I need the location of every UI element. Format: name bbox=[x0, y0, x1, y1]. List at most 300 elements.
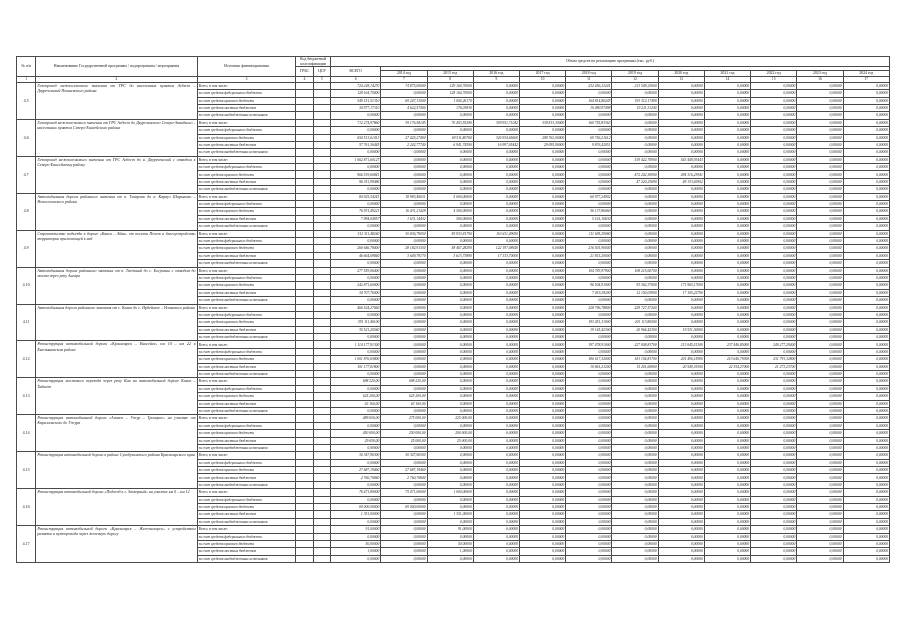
funding-source-label: за счет средств краевого бюджета bbox=[197, 171, 296, 178]
year-value-cell: 625 200,00 bbox=[381, 393, 427, 400]
year-value-cell: 0,00000 bbox=[381, 385, 427, 392]
year-value-cell: 0,00000 bbox=[658, 348, 704, 355]
year-value-cell: 4 622,57400 bbox=[381, 104, 427, 111]
year-value-cell: 0,00000 bbox=[473, 326, 519, 333]
year-value-cell: 0,00000 bbox=[612, 119, 658, 126]
header-year-6: 2020 год bbox=[658, 71, 704, 77]
year-value-cell: 0,00000 bbox=[751, 201, 797, 208]
funding-source-label: за счет средств федерального бюджета bbox=[197, 164, 296, 171]
year-value-cell: 0,00000 bbox=[520, 112, 566, 119]
total-value-cell: 0,00000 bbox=[330, 149, 381, 156]
year-value-cell: 0,00000 bbox=[381, 481, 427, 488]
funding-source-label: Всего, в том числе: bbox=[197, 489, 296, 496]
year-value-cell: 0,00000 bbox=[381, 156, 427, 163]
year-value-cell: 0,00000 bbox=[381, 459, 427, 466]
year-value-cell: 0,00000 bbox=[704, 407, 750, 414]
measure-number: 4.15 bbox=[17, 452, 36, 489]
year-value-cell: 193 312,17490 bbox=[612, 97, 658, 104]
year-value-cell: 0,00000 bbox=[612, 237, 658, 244]
measure-number: 4.9 bbox=[17, 230, 36, 267]
cst-cell bbox=[313, 252, 330, 259]
year-value-cell: 0,00000 bbox=[566, 164, 612, 171]
funding-source-label: за счет средств федерального бюджета bbox=[197, 533, 296, 540]
year-value-cell: 0,00000 bbox=[473, 371, 519, 378]
year-value-cell: 91,00000 bbox=[427, 526, 473, 533]
year-value-cell: 0,00000 bbox=[381, 319, 427, 326]
year-value-cell: 0,00000 bbox=[658, 541, 704, 548]
year-value-cell: 0,00000 bbox=[704, 378, 750, 385]
year-value-cell: 0,00000 bbox=[473, 127, 519, 134]
year-value-cell: 0,00000 bbox=[843, 444, 889, 451]
year-value-cell: 69 511,80700 bbox=[427, 134, 473, 141]
year-value-cell: 275 000,00 bbox=[381, 415, 427, 422]
year-value-cell: 0,00000 bbox=[797, 548, 843, 555]
year-value-cell: 0,00000 bbox=[520, 400, 566, 407]
grbs-cell bbox=[296, 260, 313, 267]
year-value-cell: 0,00000 bbox=[797, 504, 843, 511]
year-value-cell: 0,00000 bbox=[797, 533, 843, 540]
year-value-cell: 0,00000 bbox=[843, 385, 889, 392]
year-value-cell: 0,00000 bbox=[566, 311, 612, 318]
year-value-cell: 0,00000 bbox=[473, 341, 519, 348]
total-value-cell: 966 519,60841 bbox=[330, 171, 381, 178]
cst-cell bbox=[313, 178, 330, 185]
year-value-cell: 0,00000 bbox=[520, 274, 566, 281]
year-value-cell: 0,00000 bbox=[704, 304, 750, 311]
cst-cell bbox=[313, 164, 330, 171]
cst-cell bbox=[313, 230, 330, 237]
year-value-cell: 0,00000 bbox=[704, 141, 750, 148]
year-value-cell: 0,00000 bbox=[658, 237, 704, 244]
total-value-cell: 0,00000 bbox=[330, 297, 381, 304]
year-value-cell: 0,00000 bbox=[751, 467, 797, 474]
year-value-cell: 0,00000 bbox=[843, 363, 889, 370]
cst-cell bbox=[313, 481, 330, 488]
cst-cell bbox=[313, 334, 330, 341]
year-value-cell: 0,00000 bbox=[381, 289, 427, 296]
year-value-cell: 0,00000 bbox=[658, 371, 704, 378]
year-value-cell: 237 446,85000 bbox=[704, 341, 750, 348]
year-value-cell: 0,00000 bbox=[566, 156, 612, 163]
year-value-cell: 0,00000 bbox=[751, 400, 797, 407]
header-total: ВСЕГО bbox=[330, 67, 381, 77]
year-value-cell: 0,00000 bbox=[658, 334, 704, 341]
year-value-cell: 0,00000 bbox=[427, 171, 473, 178]
year-value-cell: 0,00000 bbox=[566, 90, 612, 97]
year-value-cell: 0,00000 bbox=[473, 489, 519, 496]
year-value-cell: 19 211,31240 bbox=[612, 104, 658, 111]
year-value-cell: 0,00000 bbox=[797, 467, 843, 474]
funding-source-label: за счет средств федерального бюджета bbox=[197, 422, 296, 429]
year-value-cell: 0,00000 bbox=[751, 82, 797, 89]
column-index-cell: 17 bbox=[843, 76, 889, 82]
year-value-cell: 500,00000 bbox=[427, 215, 473, 222]
measure-number: 4.5 bbox=[17, 82, 36, 119]
year-value-cell: 0,00000 bbox=[658, 393, 704, 400]
year-value-cell: 0,00000 bbox=[473, 415, 519, 422]
total-value-cell: 549 151,51310 bbox=[330, 97, 381, 104]
funding-source-label: за счет средств краевого бюджета bbox=[197, 430, 296, 437]
total-value-cell: 0,00000 bbox=[330, 459, 381, 466]
year-value-cell: 359 931,71042 bbox=[473, 119, 519, 126]
year-value-cell: 0,00000 bbox=[473, 201, 519, 208]
year-value-cell: 0,00000 bbox=[751, 208, 797, 215]
funding-source-label: за счет средств местных бюджетов bbox=[197, 289, 296, 296]
year-value-cell: 0,00000 bbox=[381, 518, 427, 525]
year-value-cell: 0,00000 bbox=[473, 467, 519, 474]
year-value-cell: 0,00000 bbox=[797, 311, 843, 318]
funding-source-label: за счет средств краевого бюджета bbox=[197, 245, 296, 252]
year-value-cell: 0,00000 bbox=[704, 134, 750, 141]
year-value-cell: 213 045,51300 bbox=[658, 341, 704, 348]
funding-source-label: за счет средств краевого бюджета bbox=[197, 467, 296, 474]
year-value-cell: 49 133,69502 bbox=[658, 178, 704, 185]
year-value-cell: 0,00000 bbox=[381, 260, 427, 267]
year-value-cell: 0,00000 bbox=[612, 518, 658, 525]
grbs-cell bbox=[296, 134, 313, 141]
year-value-cell: 0,00000 bbox=[566, 430, 612, 437]
year-value-cell: 0,00000 bbox=[843, 304, 889, 311]
year-value-cell: 0,00000 bbox=[381, 555, 427, 562]
year-value-cell: 0,00000 bbox=[520, 90, 566, 97]
year-value-cell: 0,00000 bbox=[427, 326, 473, 333]
year-value-cell: 29 095,90000 bbox=[520, 141, 566, 148]
year-value-cell: 0,00000 bbox=[797, 356, 843, 363]
year-value-cell: 0,00000 bbox=[381, 127, 427, 134]
year-value-cell: 0,00000 bbox=[520, 178, 566, 185]
year-value-cell: 0,00000 bbox=[797, 112, 843, 119]
year-value-cell: 0,00000 bbox=[473, 112, 519, 119]
grbs-cell bbox=[296, 474, 313, 481]
year-value-cell: 0,00000 bbox=[797, 156, 843, 163]
cst-cell bbox=[313, 504, 330, 511]
year-value-cell: 0,00000 bbox=[704, 385, 750, 392]
cst-cell bbox=[313, 533, 330, 540]
year-value-cell: 20 549,35300 bbox=[658, 363, 704, 370]
year-value-cell: 0,00000 bbox=[427, 274, 473, 281]
year-value-cell: 0,00000 bbox=[473, 348, 519, 355]
year-value-cell: 0,00000 bbox=[843, 186, 889, 193]
column-index-cell: 9 bbox=[473, 76, 519, 82]
year-value-cell: 19 531,36900 bbox=[658, 326, 704, 333]
year-value-cell: 0,00000 bbox=[566, 511, 612, 518]
year-value-cell: 0,00000 bbox=[520, 363, 566, 370]
year-value-cell: 0,00000 bbox=[520, 452, 566, 459]
year-value-cell: 0,00000 bbox=[520, 356, 566, 363]
year-value-cell: 0,00000 bbox=[797, 245, 843, 252]
year-value-cell: 0,00000 bbox=[520, 526, 566, 533]
year-value-cell: 0,00000 bbox=[612, 252, 658, 259]
year-value-cell: 0,00000 bbox=[381, 356, 427, 363]
funding-source-label: за счет средств внебюджетных источников bbox=[197, 481, 296, 488]
cst-cell bbox=[313, 474, 330, 481]
year-value-cell: 0,00000 bbox=[658, 112, 704, 119]
year-value-cell: 0,00000 bbox=[566, 489, 612, 496]
year-value-cell: 0,00000 bbox=[797, 319, 843, 326]
year-value-cell: 0,00000 bbox=[751, 119, 797, 126]
grbs-cell bbox=[296, 541, 313, 548]
year-value-cell: 0,00000 bbox=[704, 237, 750, 244]
year-value-cell: 0,00000 bbox=[843, 311, 889, 318]
year-value-cell: 0,00000 bbox=[843, 341, 889, 348]
grbs-cell bbox=[296, 511, 313, 518]
year-value-cell: 0,00000 bbox=[566, 467, 612, 474]
year-value-cell: 0,00000 bbox=[612, 533, 658, 540]
grbs-cell bbox=[296, 371, 313, 378]
year-value-cell: 0,00000 bbox=[427, 393, 473, 400]
header-year-1: 2015 год bbox=[427, 71, 473, 77]
measure-number: 4.7 bbox=[17, 156, 36, 193]
cst-cell bbox=[313, 171, 330, 178]
year-value-cell: 0,00000 bbox=[427, 371, 473, 378]
year-value-cell: 0,00000 bbox=[843, 178, 889, 185]
year-value-cell: 30 836,79050 bbox=[381, 230, 427, 237]
cst-cell bbox=[313, 215, 330, 222]
year-value-cell: 0,00000 bbox=[751, 141, 797, 148]
year-value-cell: 298 762,00000 bbox=[520, 134, 566, 141]
header-budget-code: Код бюджетной классификации bbox=[296, 57, 330, 67]
year-value-cell: 0,00000 bbox=[427, 407, 473, 414]
year-value-cell: 0,00000 bbox=[473, 541, 519, 548]
year-value-cell: 0,00000 bbox=[751, 289, 797, 296]
year-value-cell: 0,00000 bbox=[566, 297, 612, 304]
measure-number: 4.14 bbox=[17, 415, 36, 452]
year-value-cell: 10 480,97498 bbox=[566, 104, 612, 111]
year-value-cell: 0,00000 bbox=[612, 385, 658, 392]
year-value-cell: 0,00000 bbox=[751, 489, 797, 496]
year-value-cell: 197 478,91000 bbox=[566, 341, 612, 348]
year-value-cell: 0,00000 bbox=[612, 297, 658, 304]
year-value-cell: 0,00000 bbox=[658, 149, 704, 156]
grbs-cell bbox=[296, 356, 313, 363]
year-value-cell: 0,00000 bbox=[751, 297, 797, 304]
measure-number: 4.16 bbox=[17, 489, 36, 526]
year-value-cell: 0,00000 bbox=[473, 164, 519, 171]
funding-source-label: за счет средств федерального бюджета bbox=[197, 385, 296, 392]
grbs-cell bbox=[296, 363, 313, 370]
cst-cell bbox=[313, 415, 330, 422]
column-index-cell: 14 bbox=[704, 76, 750, 82]
year-value-cell: 0,00000 bbox=[843, 201, 889, 208]
year-value-cell: 186 617,32000 bbox=[566, 356, 612, 363]
year-value-cell: 0,00000 bbox=[473, 223, 519, 230]
year-value-cell: 0,00000 bbox=[381, 341, 427, 348]
header-year-4: 2018 год bbox=[566, 71, 612, 77]
year-value-cell: 27 687,19460 bbox=[381, 467, 427, 474]
year-value-cell: 0,00000 bbox=[473, 304, 519, 311]
year-value-cell: 0,00000 bbox=[612, 422, 658, 429]
year-value-cell: 6 941,74590 bbox=[427, 141, 473, 148]
year-value-cell: 39 176,58145 bbox=[381, 119, 427, 126]
year-value-cell: 122 197,08920 bbox=[473, 245, 519, 252]
year-value-cell: 160 755,83363 bbox=[566, 119, 612, 126]
year-value-cell: 0,00000 bbox=[427, 201, 473, 208]
year-value-cell: 0,00000 bbox=[520, 267, 566, 274]
funding-source-label: за счет средств внебюджетных источников bbox=[197, 555, 296, 562]
year-value-cell: 0,00000 bbox=[612, 90, 658, 97]
cst-cell bbox=[313, 363, 330, 370]
year-value-cell: 0,00000 bbox=[566, 533, 612, 540]
funding-source-label: Всего, в том числе: bbox=[197, 415, 296, 422]
cst-cell bbox=[313, 127, 330, 134]
year-value-cell: 0,00000 bbox=[658, 274, 704, 281]
total-value-cell: 712 274,97860 bbox=[330, 119, 381, 126]
year-value-cell: 0,00000 bbox=[797, 141, 843, 148]
year-value-cell: 0,00000 bbox=[381, 297, 427, 304]
year-value-cell: 10 861,21200 bbox=[566, 363, 612, 370]
year-value-cell: 0,00000 bbox=[566, 526, 612, 533]
year-value-cell: 0,00000 bbox=[797, 267, 843, 274]
year-value-cell: 0,00000 bbox=[843, 400, 889, 407]
table-row bbox=[17, 156, 890, 163]
year-value-cell: 0,00000 bbox=[843, 481, 889, 488]
year-value-cell: 0,00000 bbox=[797, 489, 843, 496]
header-funding-source: Источник финансирования bbox=[197, 57, 296, 77]
year-value-cell: 0,00000 bbox=[473, 363, 519, 370]
year-value-cell: 0,00000 bbox=[520, 193, 566, 200]
header-program-name: Наименование Государственной программы / подпрограммы / мероприятия bbox=[36, 57, 197, 77]
year-value-cell: 0,00000 bbox=[612, 555, 658, 562]
year-value-cell: 0,00000 bbox=[658, 467, 704, 474]
year-value-cell: 0,00000 bbox=[797, 526, 843, 533]
total-value-cell: 0,00000 bbox=[330, 186, 381, 193]
total-value-cell: 277 559,06400 bbox=[330, 267, 381, 274]
year-value-cell: 0,00000 bbox=[797, 215, 843, 222]
year-value-cell: 0,00000 bbox=[843, 141, 889, 148]
year-value-cell: 0,00000 bbox=[797, 282, 843, 289]
year-value-cell: 0,00000 bbox=[797, 555, 843, 562]
measure-name: Газопровод межпоселкового значения от ГРС Асбест до н. Двуреченский с отводом к Северо-Енисейскому району bbox=[36, 156, 197, 193]
year-value-cell: 0,00000 bbox=[520, 481, 566, 488]
year-value-cell: 0,00000 bbox=[751, 260, 797, 267]
year-value-cell: 0,00000 bbox=[797, 186, 843, 193]
year-value-cell: 104 783,97900 bbox=[566, 267, 612, 274]
year-value-cell: 0,00000 bbox=[704, 193, 750, 200]
grbs-cell bbox=[296, 311, 313, 318]
year-value-cell: 0,00000 bbox=[751, 415, 797, 422]
year-value-cell: 56 137,86060 bbox=[566, 208, 612, 215]
year-value-cell: 339 813,30000 bbox=[520, 119, 566, 126]
grbs-cell bbox=[296, 208, 313, 215]
year-value-cell: 0,00000 bbox=[843, 437, 889, 444]
year-value-cell: 0,00000 bbox=[843, 526, 889, 533]
year-value-cell: 58 467,28290 bbox=[427, 245, 473, 252]
year-value-cell: 0,00000 bbox=[520, 164, 566, 171]
year-value-cell: 0,00000 bbox=[797, 371, 843, 378]
total-value-cell: 0,00000 bbox=[330, 371, 381, 378]
grbs-cell bbox=[296, 489, 313, 496]
year-value-cell: 110 631,49050 bbox=[473, 230, 519, 237]
year-value-cell: 0,00000 bbox=[704, 518, 750, 525]
header-year-0: 2014 год bbox=[381, 71, 427, 77]
total-value-cell: 0,00000 bbox=[330, 533, 381, 540]
table-row bbox=[17, 452, 890, 459]
funding-source-label: за счет средств внебюджетных источников bbox=[197, 444, 296, 451]
year-value-cell: 15 201,60800 bbox=[612, 363, 658, 370]
year-value-cell: 0,00000 bbox=[381, 548, 427, 555]
year-value-cell: 0,00000 bbox=[797, 82, 843, 89]
year-value-cell: 0,00000 bbox=[520, 511, 566, 518]
year-value-cell: 0,00000 bbox=[751, 97, 797, 104]
cst-cell bbox=[313, 274, 330, 281]
year-value-cell: 0,00000 bbox=[704, 334, 750, 341]
cst-cell bbox=[313, 112, 330, 119]
year-value-cell: 0,00000 bbox=[704, 348, 750, 355]
year-value-cell: 0,00000 bbox=[473, 90, 519, 97]
year-value-cell: 213 549,23000 bbox=[612, 82, 658, 89]
year-value-cell: 0,00000 bbox=[704, 326, 750, 333]
year-value-cell: 0,00000 bbox=[520, 311, 566, 318]
funding-source-label: за счет средств местных бюджетов bbox=[197, 178, 296, 185]
year-value-cell: 0,00000 bbox=[381, 348, 427, 355]
year-value-cell: 0,00000 bbox=[520, 201, 566, 208]
year-value-cell: 0,00000 bbox=[797, 90, 843, 97]
year-value-cell: 0,00000 bbox=[843, 326, 889, 333]
year-value-cell: 0,00000 bbox=[751, 282, 797, 289]
funding-source-label: за счет средств краевого бюджета bbox=[197, 134, 296, 141]
year-value-cell: 96 504,91000 bbox=[566, 282, 612, 289]
measure-name: Газопровод межпоселкового значения от ГРС до населенных пунктов Асбест – Двуреченский Пешневского района bbox=[36, 82, 197, 119]
year-value-cell: 0,00000 bbox=[520, 533, 566, 540]
year-value-cell: 0,00000 bbox=[704, 267, 750, 274]
total-value-cell: 76 471,80000 bbox=[330, 489, 381, 496]
year-value-cell: 69 756,21612 bbox=[566, 134, 612, 141]
year-value-cell: 0,00000 bbox=[704, 289, 750, 296]
year-value-cell: 0,00000 bbox=[658, 223, 704, 230]
year-value-cell: 0,00000 bbox=[751, 430, 797, 437]
year-value-cell: 5 000,00000 bbox=[427, 193, 473, 200]
year-value-cell: 0,00000 bbox=[520, 378, 566, 385]
year-value-cell: 0,00000 bbox=[751, 186, 797, 193]
year-value-cell: 0,00000 bbox=[520, 371, 566, 378]
year-value-cell: 20 964,42300 bbox=[612, 326, 658, 333]
year-value-cell: 0,00000 bbox=[658, 193, 704, 200]
year-value-cell: 0,00000 bbox=[566, 274, 612, 281]
funding-source-label: Всего, в том числе: bbox=[197, 82, 296, 89]
year-value-cell: 0,00000 bbox=[612, 467, 658, 474]
year-value-cell: 0,00000 bbox=[797, 134, 843, 141]
year-value-cell: 0,00000 bbox=[381, 533, 427, 540]
cst-cell bbox=[313, 407, 330, 414]
funding-source-label: за счет средств федерального бюджета bbox=[197, 201, 296, 208]
year-value-cell: 0,00000 bbox=[843, 504, 889, 511]
year-value-cell: 494 316,23941 bbox=[658, 171, 704, 178]
year-value-cell: 0,00000 bbox=[751, 348, 797, 355]
year-value-cell: 1 351,00000 bbox=[427, 511, 473, 518]
year-value-cell: 0,00000 bbox=[658, 400, 704, 407]
year-value-cell: 0,00000 bbox=[658, 186, 704, 193]
year-value-cell: 0,00000 bbox=[658, 297, 704, 304]
year-value-cell: 0,00000 bbox=[843, 452, 889, 459]
year-value-cell: 18 983,40631 bbox=[381, 193, 427, 200]
total-value-cell: 0,00000 bbox=[330, 348, 381, 355]
year-value-cell: 0,00000 bbox=[612, 223, 658, 230]
table-row bbox=[17, 526, 890, 533]
year-value-cell: 111 695,29080 bbox=[566, 230, 612, 237]
total-value-cell: 0,00000 bbox=[330, 274, 381, 281]
year-value-cell: 0,00000 bbox=[751, 452, 797, 459]
year-value-cell: 0,00000 bbox=[473, 533, 519, 540]
column-index-cell: 11 bbox=[566, 76, 612, 82]
column-index-cell: 6 bbox=[330, 76, 381, 82]
year-value-cell: 0,00000 bbox=[612, 415, 658, 422]
year-value-cell: 0,00000 bbox=[520, 407, 566, 414]
year-value-cell: 12 150,03900 bbox=[612, 289, 658, 296]
year-value-cell: 0,00000 bbox=[473, 393, 519, 400]
year-value-cell: 0,00000 bbox=[843, 407, 889, 414]
funding-source-label: за счет средств местных бюджетов bbox=[197, 252, 296, 259]
year-value-cell: 0,00000 bbox=[612, 481, 658, 488]
